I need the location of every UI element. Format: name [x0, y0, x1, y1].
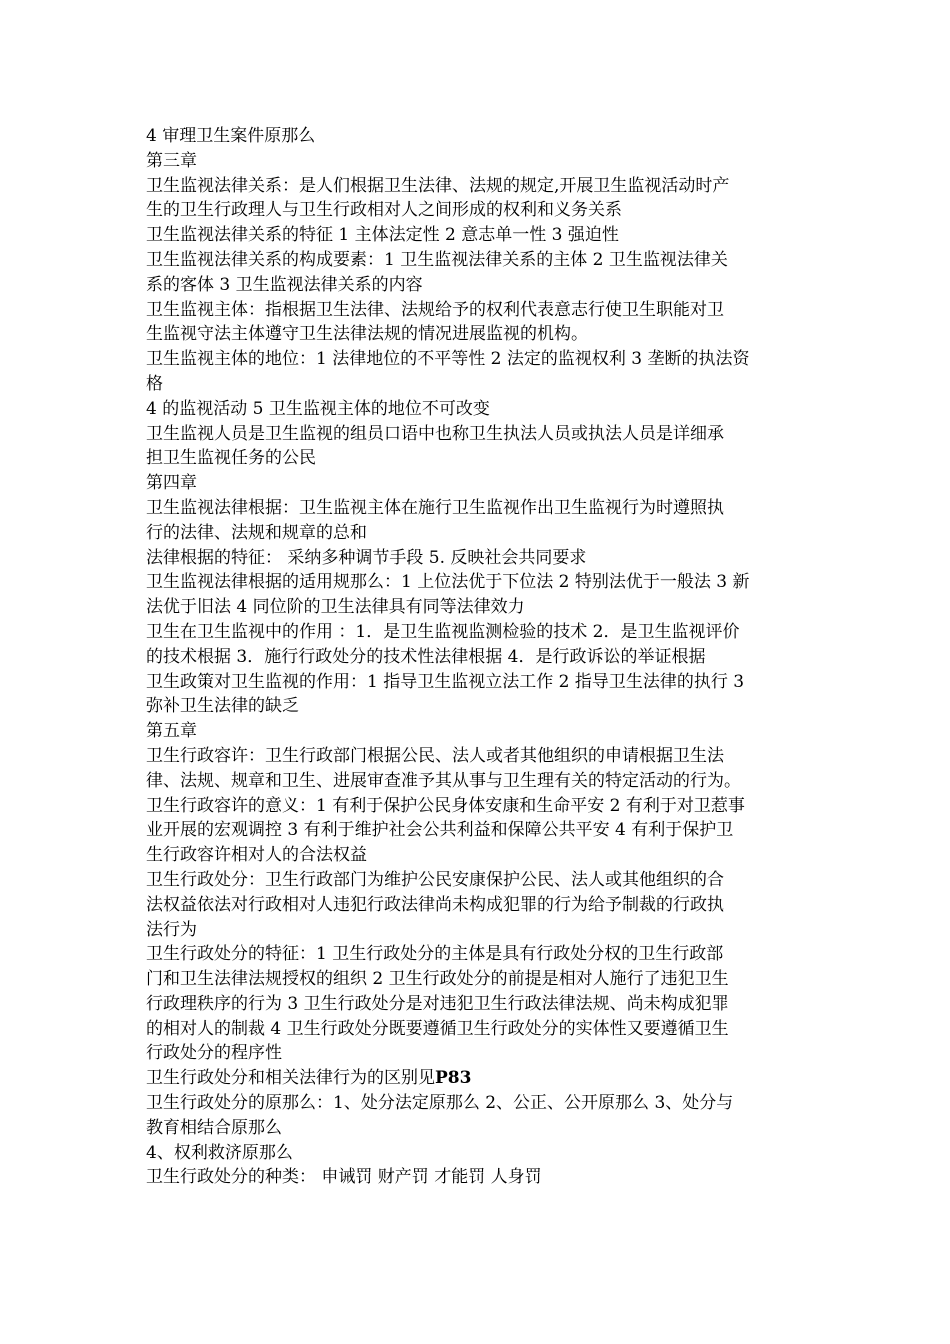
- text-line: 行的法律、法规和规章的总和: [146, 522, 367, 543]
- text-line: 卫生监视法律根据的适用规那么：1 上位法优于下位法 2 特别法优于一般法 3 新: [146, 572, 750, 593]
- text-line: 法律根据的特征： 采纳多种调节手段 5. 反映社会共同要求: [146, 547, 587, 568]
- text-line: 法行为: [146, 919, 197, 940]
- text-line: 生的卫生行政理人与卫生行政相对人之间形成的权利和义务关系: [146, 200, 622, 221]
- text-line: 4、权利救济原那么: [146, 1142, 293, 1163]
- text-line: 卫生行政容许的意义：1 有利于保护公民身体安康和生命平安 2 有利于对卫惹事: [146, 795, 745, 816]
- text-line: 卫生行政处分的特征：1 卫生行政处分的主体是具有行政处分权的卫生行政部: [146, 944, 724, 965]
- text-line: 4 审理卫生案件原那么: [146, 126, 316, 146]
- text-line: 卫生行政容许：卫生行政部门根据公民、法人或者其他组织的申请根据卫生法: [146, 745, 724, 766]
- text-line: 律、法规、规章和卫生、进展审查准予其从事与卫生理有关的特定活动的行为。: [146, 770, 741, 791]
- text-line: 卫生监视主体：指根据卫生法律、法规给予的权利代表意志行使卫生职能对卫: [146, 299, 724, 320]
- text-line: 教育相结合原那么: [146, 1117, 282, 1138]
- text-line: 卫生监视法律根据：卫生监视主体在施行卫生监视作出卫生监视行为时遵照执: [146, 497, 724, 518]
- text-line: 卫生监视法律关系：是人们根据卫生法律、法规的规定,开展卫生监视活动时产: [146, 175, 730, 196]
- text-line: 4 的监视活动 5 卫生监视主体的地位不可改变: [146, 398, 490, 419]
- text-line: 法权益依法对行政相对人违犯行政法律尚未构成犯罪的行为给予制裁的行政执: [146, 894, 724, 915]
- text-line: 业开展的宏观调控 3 有利于维护社会公共利益和保障公共平安 4 有利于保护卫: [146, 820, 734, 841]
- text-line: 弥补卫生法律的缺乏: [146, 696, 299, 717]
- chapter-heading: 第四章: [146, 473, 197, 494]
- chapter-heading: 第五章: [146, 721, 197, 742]
- document-body: [146, 124, 810, 1190]
- chapter-heading: 第三章: [146, 150, 197, 171]
- text-line: 的技术根据 3．施行行政处分的技术性法律根据 4．是行政诉讼的举证根据: [146, 646, 706, 667]
- text-line: 系的客体 3 卫生监视法律关系的内容: [146, 274, 423, 295]
- text-line: 格: [146, 373, 163, 394]
- text-line: 卫生监视法律关系的特征 1 主体法定性 2 意志单一性 3 强迫性: [146, 225, 619, 246]
- text-line: 卫生政策对卫生监视的作用：1 指导卫生监视立法工作 2 指导卫生法律的执行 3: [146, 671, 745, 692]
- text-line: 卫生行政处分的种类： 申诫罚 财产罚 才能罚 人身罚: [146, 1167, 542, 1188]
- text-line: 行政处分的程序性: [146, 1043, 282, 1064]
- text-line: 卫生行政处分的原那么：1、处分法定原那么 2、公正、公开原那么 3、处分与: [146, 1093, 734, 1114]
- text-line-with-reference: [146, 1066, 810, 1091]
- text-line: 卫生行政处分：卫生行政部门为维护公民安康保护公民、法人或其他组织的合: [146, 869, 724, 890]
- text-line: 卫生监视法律关系的构成要素：1 卫生监视法律关系的主体 2 卫生监视法律关: [146, 249, 728, 270]
- text-line: 生行政容许相对人的合法权益: [146, 845, 367, 866]
- text-line: 法优于旧法 4 同位阶的卫生法律具有同等法律效力: [146, 597, 525, 618]
- text-line: 卫生在卫生监视中的作用 ：1．是卫生监视监测检验的技术 2．是卫生监视评价: [146, 621, 740, 642]
- text-segment: 卫生行政处分和相关法律行为的区别见: [146, 1068, 435, 1089]
- text-line: 卫生监视主体的地位：1 法律地位的不平等性 2 法定的监视权利 3 垄断的执法资: [146, 349, 750, 370]
- text-line: 门和卫生法律法规授权的组织 2 卫生行政处分的前提是相对人施行了违犯卫生: [146, 969, 729, 990]
- text-line: 卫生监视人员是卫生监视的组员口语中也称卫生执法人员或执法人员是详细承: [146, 423, 724, 444]
- page-reference: P83: [435, 1068, 472, 1089]
- text-line: 生监视守法主体遵守卫生法律法规的情况进展监视的机构。: [146, 324, 588, 345]
- text-line: 的相对人的制裁 4 卫生行政处分既要遵循卫生行政处分的实体性又要遵循卫生: [146, 1018, 729, 1039]
- text-line: 行政理秩序的行为 3 卫生行政处分是对违犯卫生行政法律法规、尚未构成犯罪: [146, 993, 729, 1014]
- text-line: 担卫生监视任务的公民: [146, 448, 316, 469]
